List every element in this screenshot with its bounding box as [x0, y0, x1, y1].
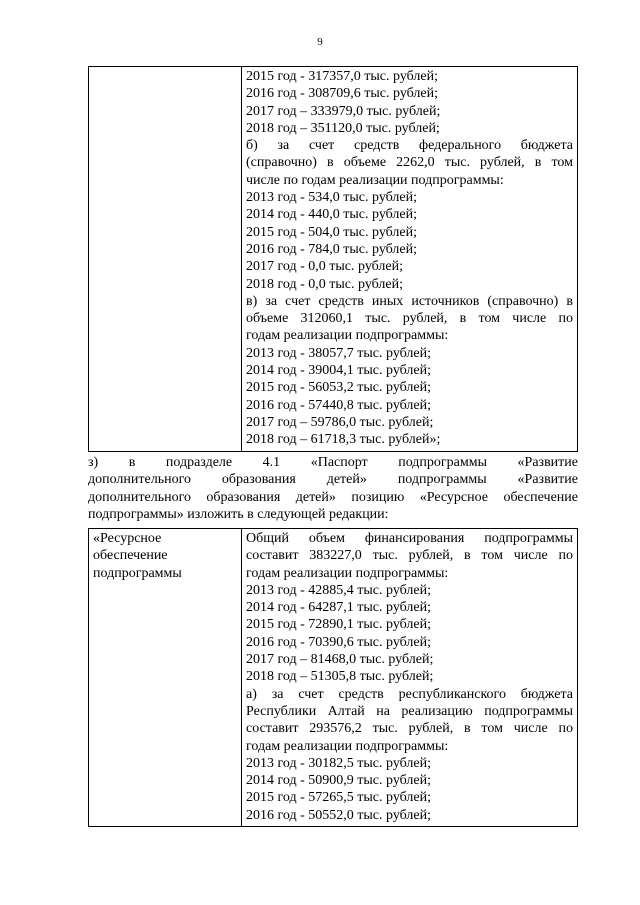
text-line: годам реализации подпрограммы: [246, 738, 449, 754]
text-line: 2014 год - 64287,1 тыс. рублей; [246, 600, 432, 616]
text-line: б) за счет средств федерального бюджета [246, 138, 573, 154]
text-line: 2016 год - 308709,6 тыс. рублей; [246, 86, 439, 102]
table1-left-cell [89, 67, 242, 452]
table2-left-cell [89, 529, 242, 827]
text-line: 2016 год - 57440,8 тыс. рублей; [246, 397, 432, 413]
text-line: в) за счет средств иных источников (справочно) в [246, 293, 573, 309]
text-line: составит 293576,2 тыс. рублей, в том числе по [246, 721, 573, 737]
text-line: 2018 год – 351120,0 тыс. рублей; [246, 120, 440, 136]
text-line: числе по годам реализации подпрограммы: [246, 172, 504, 188]
text-line: 2016 год - 70390,6 тыс. рублей; [246, 634, 432, 650]
text-line: 2016 год - 50552,0 тыс. рублей; [246, 807, 432, 823]
text-line: 2018 год – 51305,8 тыс. рублей; [246, 669, 434, 685]
table2-right-cell [242, 529, 578, 827]
text-line: 2016 год - 784,0 тыс. рублей; [246, 241, 418, 257]
text-line: 2015 год - 504,0 тыс. рублей; [246, 224, 418, 240]
text-line: 2013 год - 534,0 тыс. рублей; [246, 190, 418, 206]
text-line: 2018 год - 0,0 тыс. рублей; [246, 276, 404, 292]
text-line: 2014 год - 39004,1 тыс. рублей; [246, 363, 432, 379]
table-row [89, 529, 578, 827]
text-line: годам реализации подпрограммы: [246, 328, 449, 344]
text-line: 2013 год - 38057,7 тыс. рублей; [246, 345, 432, 361]
amendment-paragraph [88, 454, 578, 523]
page-number: 9 [317, 36, 323, 48]
row-label-line: «Ресурсное [93, 531, 162, 546]
text-line: составит 383227,0 тыс. рублей, в том числе по [246, 548, 573, 564]
paragraph-line: дополнительного образования детей» позицию «Ресурсное обеспечение [88, 489, 578, 505]
text-line: 2013 год - 30182,5 тыс. рублей; [246, 755, 432, 771]
text-line: 2017 год - 0,0 тыс. рублей; [246, 259, 404, 275]
table-row [89, 67, 578, 452]
text-line: 2015 год - 317357,0 тыс. рублей; [246, 69, 439, 84]
paragraph-line: дополнительного образования детей» подпрограммы «Развитие [88, 472, 578, 488]
resource-table-continued [88, 66, 578, 452]
row-label-line: подпрограммы [93, 565, 182, 581]
text-line: 2015 год - 56053,2 тыс. рублей; [246, 380, 432, 396]
paragraph-line: подпрограммы» изложить в следующей редакции: [88, 506, 389, 522]
text-line: 2017 год – 59786,0 тыс. рублей; [246, 414, 434, 430]
paragraph-line: з) в подразделе 4.1 «Паспорт подпрограммы «Развитие [88, 455, 578, 470]
text-line: Республики Алтай на реализацию подпрограммы [246, 703, 573, 719]
row-label-line: обеспечение [93, 548, 168, 564]
text-line: 2017 год – 333979,0 тыс. рублей; [246, 103, 441, 119]
text-line: 2015 год - 57265,5 тыс. рублей; [246, 790, 432, 806]
text-line: 2018 год – 61718,3 тыс. рублей»; [246, 432, 441, 448]
text-line: 2015 год - 72890,1 тыс. рублей; [246, 617, 432, 633]
text-line: 2014 год - 440,0 тыс. рублей; [246, 207, 418, 223]
text-line: 2014 год - 50900,9 тыс. рублей; [246, 773, 432, 789]
resource-table-new [88, 528, 578, 827]
text-line: объеме 312060,1 тыс. рублей, в том числе по [246, 311, 573, 327]
table1-right-cell [242, 67, 578, 452]
text-line: (справочно) в объеме 2262,0 тыс. рублей, в том [246, 155, 573, 171]
text-line: а) за счет средств республиканского бюджета [246, 686, 573, 702]
text-line: Общий объем финансирования подпрограммы [246, 531, 573, 546]
text-line: 2017 год – 81468,0 тыс. рублей; [246, 652, 434, 668]
text-line: 2013 год - 42885,4 тыс. рублей; [246, 582, 432, 598]
text-line: годам реализации подпрограммы: [246, 565, 449, 581]
